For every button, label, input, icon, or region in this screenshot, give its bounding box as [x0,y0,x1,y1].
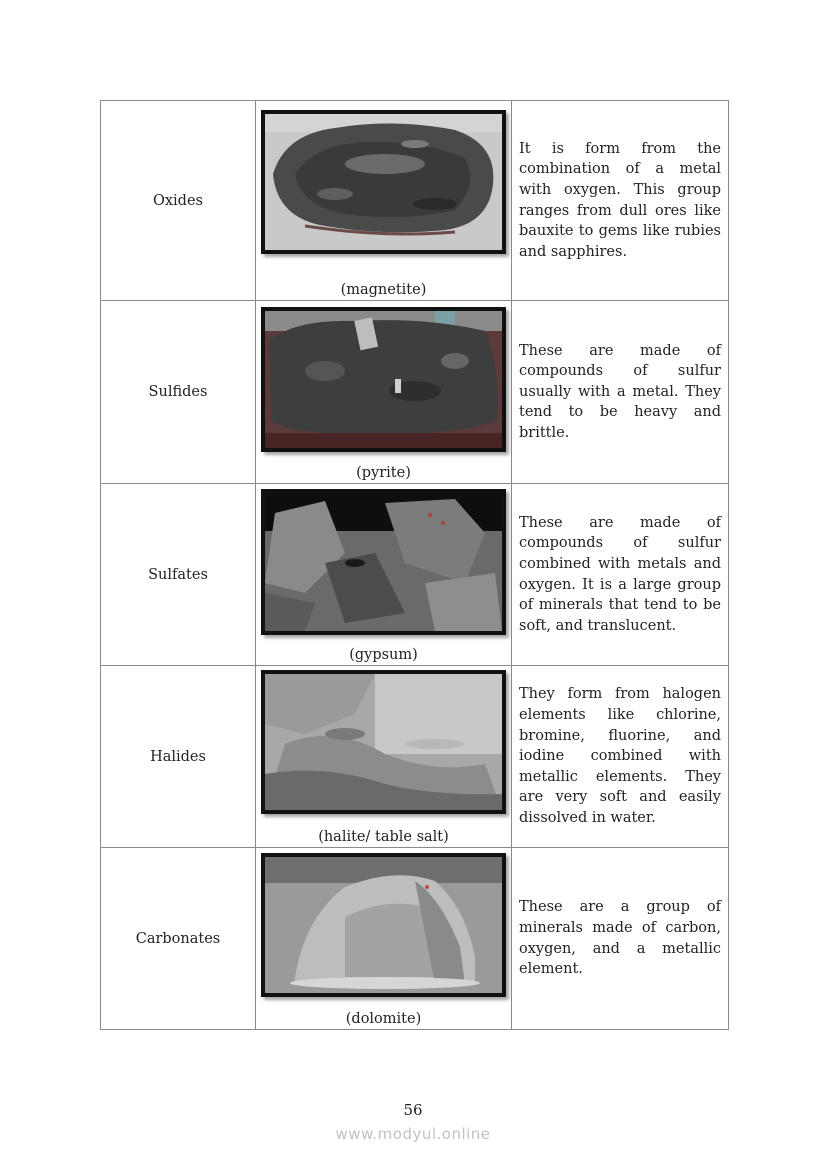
mineral-image-cell [256,484,512,666]
mineral-description: They form from halogen elements like chlorine, bromine, fluorine, and iodine combined with metallic elements. They are very soft and easily dissolved in water. [519,686,721,826]
table-row [101,848,729,1030]
page-number: 56 [403,1101,423,1119]
image-caption: (halite/ table salt) [318,829,449,845]
mineral-description: These are made of compounds of sulfur usually with a metal. They tend to be heavy and brittle. [519,342,721,441]
mineral-name: Oxides [101,101,256,301]
dolomite-photo [261,853,506,997]
table-row [101,484,729,666]
halite-photo [261,670,506,814]
magnetite-photo [261,110,506,254]
mineral-name: Halides [101,666,256,848]
table-row [101,301,729,484]
description-cell [512,848,729,1030]
description-cell [512,666,729,848]
image-caption: (magnetite) [340,282,427,298]
description-cell [512,484,729,666]
minerals-table [100,100,729,1030]
table-row [101,666,729,848]
mineral-name: Sulfides [101,301,256,484]
pyrite-photo [261,307,506,452]
watermark-text: www.modyul.online [335,1125,491,1143]
mineral-description: These are a group of minerals made of carbon, oxygen, and a metallic element. [519,899,721,978]
mineral-image-cell [256,666,512,848]
mineral-name: Sulfates [101,484,256,666]
mineral-image-cell [256,301,512,484]
mineral-description: It is form from the combination of a metal with oxygen. This group ranges from dull ores like bauxite to gems like rubies and sapphires. [519,140,721,260]
table-row [101,101,729,301]
mineral-image-cell [256,848,512,1030]
image-caption: (dolomite) [345,1011,422,1027]
image-caption: (pyrite) [356,465,411,481]
description-cell [512,301,729,484]
image-caption: (gypsum) [349,647,418,663]
gypsum-photo [261,489,506,635]
mineral-image-cell [256,101,512,301]
description-cell [512,101,729,301]
mineral-description: These are made of compounds of sulfur combined with metals and oxygen. It is a large group of minerals that tend to be soft, and translucent. [519,514,721,634]
mineral-name: Carbonates [101,848,256,1030]
